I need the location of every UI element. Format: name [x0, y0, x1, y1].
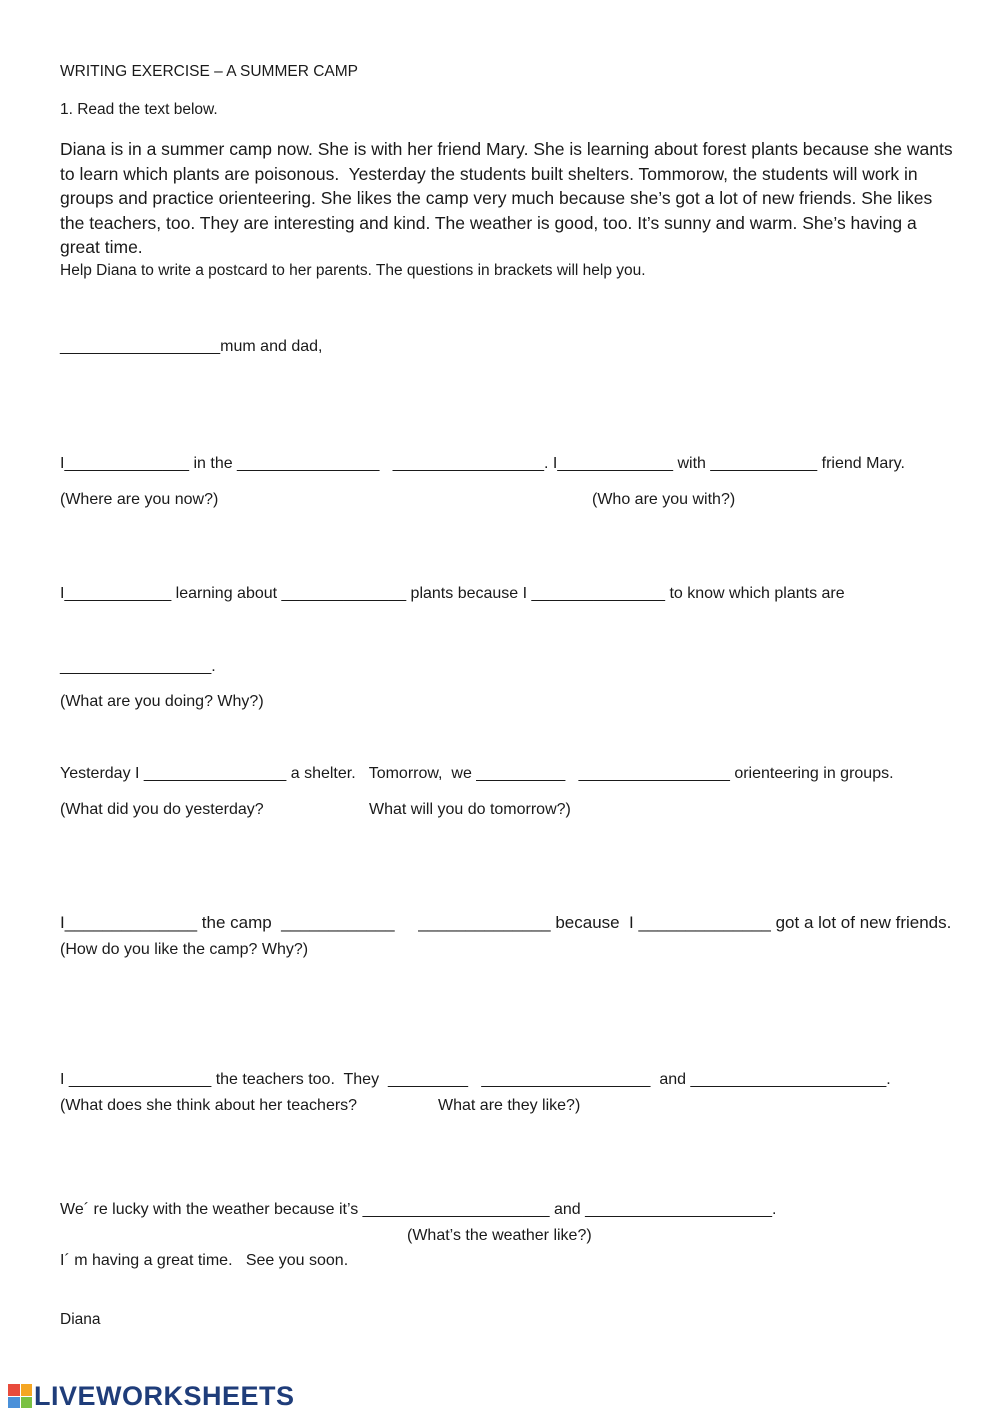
hint-like-camp: (How do you like the camp? Why?) [60, 941, 309, 958]
reading-line: Diana is in a summer camp now. She is with her friend Mary. She is learning about forest plants because she wants [60, 139, 953, 159]
reading-line: to learn which plants are poisonous. Yesterday the students built shelters. Tommorow, the students will work in [60, 163, 918, 184]
reading-line: the teachers, too. They are interesting and kind. The weather is good, too. It’s sunny and warm. She’s having a [60, 212, 917, 233]
reading-line: great time. [60, 237, 143, 257]
liveworksheets-logo-icon [8, 1384, 32, 1408]
hint-teachers: (What does she think about her teachers? [60, 1097, 358, 1114]
hint-who: (Who are you with?) [592, 491, 736, 508]
instruction-read: 1. Read the text below. [60, 101, 218, 118]
postcard-line-learning[interactable]: I____________ learning about ______________ plants because I _______________ to know which plants are [60, 585, 845, 602]
instruction-postcard: Help Diana to write a postcard to her parents. The questions in brackets will help you. [60, 262, 646, 279]
hint-teachers-like: What are they like?) [438, 1097, 581, 1114]
worksheet-title: WRITING EXERCISE – A SUMMER CAMP [60, 63, 358, 80]
postcard-line-activities[interactable]: Yesterday I ________________ a shelter. Tomorrow, we __________ _________________ orienteering in groups. [60, 765, 894, 782]
postcard-closing: I´ m having a great time. See you soon. [60, 1252, 349, 1269]
brand-name: LIVEWORKSHEETS [34, 1380, 295, 1411]
postcard-greeting[interactable]: __________________mum and dad, [60, 338, 323, 355]
postcard-line-location[interactable]: I______________ in the ________________ _________________. I_____________ with ____________ friend Mary. [60, 455, 905, 472]
postcard-line-teachers[interactable]: I ________________ the teachers too. They _________ ___________________ and ______________________. [60, 1071, 891, 1088]
reading-line: groups and practice orienteering. She likes the camp very much because she’s got a lot of new friends. She likes [60, 188, 933, 208]
postcard-line-camp[interactable]: I______________ the camp ____________ ______________ because I ______________ got a lot of new friends. [60, 913, 952, 932]
hint-yesterday: (What did you do yesterday? [60, 801, 264, 818]
hint-weather: (What’s the weather like?) [407, 1227, 592, 1244]
liveworksheets-logo[interactable] [8, 1380, 295, 1411]
postcard-line-weather[interactable]: We´ re lucky with the weather because it’s _____________________ and _____________________. [60, 1201, 777, 1218]
hint-doing: (What are you doing? Why?) [60, 693, 264, 710]
postcard-line-learning-cont[interactable]: _________________. [60, 658, 216, 675]
reading-text [60, 137, 995, 260]
postcard-signature: Diana [60, 1311, 101, 1328]
hint-where: (Where are you now?) [60, 491, 219, 508]
hint-tomorrow: What will you do tomorrow?) [369, 801, 571, 818]
